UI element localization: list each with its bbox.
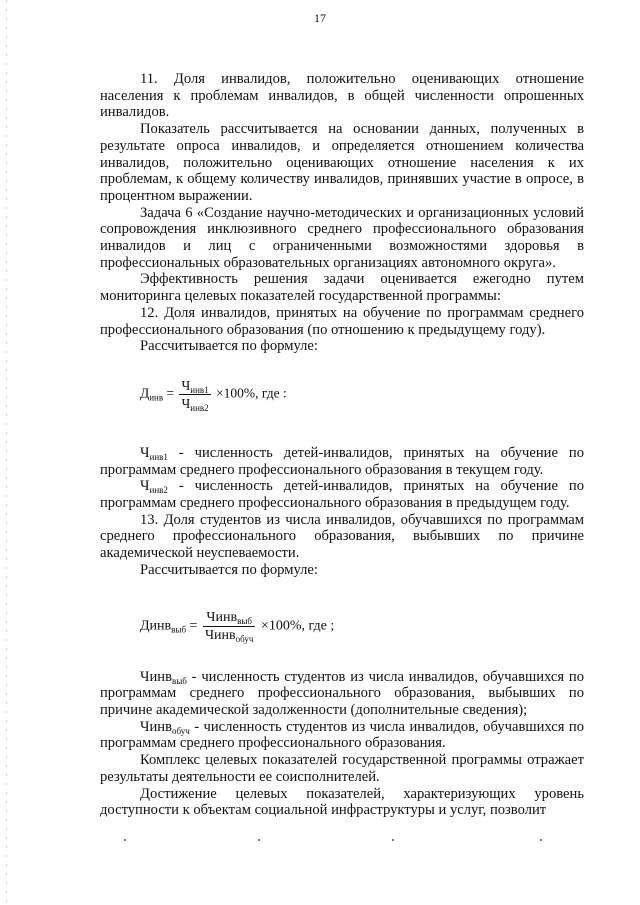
- definition-3-symbol: Чинв: [140, 668, 172, 685]
- definition-2-sub: инв2: [149, 485, 168, 496]
- definition-2: [100, 478, 584, 511]
- paragraph-formula-intro-2: Рассчитывается по формуле:: [140, 561, 318, 578]
- formula-1-denominator-sub: инв2: [190, 402, 209, 413]
- paragraph-efficiency: Эффективность решения задачи оценивается ежегодно путем мониторинга целевых показателей государственной программы:: [100, 271, 584, 305]
- definition-3: [100, 669, 584, 719]
- scan-speck: [124, 839, 126, 841]
- formula-1-lhs-sub: инв: [149, 392, 164, 403]
- formula-2-lhs-sub: выб: [171, 624, 187, 635]
- formula-1-denominator: Ч: [181, 395, 191, 411]
- definition-1: [100, 445, 584, 478]
- definition-2-symbol: Ч: [140, 478, 150, 495]
- definition-4-text: - численность студентов из числа инвалидов, обучавшихся по программам среднего профессионального образования.: [100, 718, 584, 752]
- definition-1-sub: инв1: [149, 451, 168, 462]
- formula-1-numerator-sub: инв1: [190, 384, 209, 395]
- paragraph-complex: Комплекс целевых показателей государственной программы отражает результаты деятельности ее соисполнителей.: [100, 752, 584, 785]
- formula-2-denominator-sub: обуч: [235, 633, 254, 644]
- formula-2-tail: ×100%, где ;: [260, 618, 335, 634]
- paragraph-task-6: Задача 6 «Создание научно-методических и организационных условий сопровождения инклюзивного среднего профессионального образования инвалидов и лиц с ограниченными возможностями здоровья в профессиональных образовательных организациях автономного округа».: [100, 204, 584, 271]
- formula-1-lhs: Д: [140, 385, 150, 401]
- paragraph-item-12: 12. Доля инвалидов, принятых на обучение по программам среднего профессионального образования (по отношению к предыдущему году).: [100, 304, 584, 338]
- paragraph-item-11: 11. Доля инвалидов, положительно оценивающих отношение населения к проблемам инвалидов, в общей численности опрошенных инвалидов.: [100, 71, 584, 121]
- formula-1-tail: ×100%, где :: [216, 385, 287, 401]
- formula-2-denominator: Чинв: [204, 627, 236, 643]
- scan-speck: [540, 839, 542, 841]
- paragraph-item-13: 13. Доля студентов из числа инвалидов, обучавшихся по программам среднего профессионального образования, выбывших по причине академической неуспеваемости.: [100, 511, 584, 562]
- document-body: [100, 71, 584, 819]
- definition-4-sub: обуч: [172, 725, 190, 736]
- formula-2-numerator-sub: выб: [237, 615, 252, 626]
- scan-speck: [392, 839, 394, 841]
- paragraph-achievement: Достижение целевых показателей, характеризующих уровень доступности к объектам социальной инфраструктуры и услуг, позволит: [100, 785, 584, 819]
- scan-speck: [258, 839, 260, 841]
- formula-2-fraction: [203, 609, 255, 644]
- page-number: 17: [314, 11, 326, 25]
- definition-1-symbol: Ч: [140, 444, 150, 461]
- definition-3-sub: выб: [172, 675, 187, 686]
- formula-1: $Д_{инв}$ = $\frac{Ч_{инв1}}{Ч_{инв2}}$ ×100%, где :: [140, 377, 287, 413]
- scan-edge-line: [6, 0, 7, 905]
- formula-1-numerator: Ч: [181, 377, 191, 393]
- formula-1-fraction: [179, 377, 210, 412]
- formula-2-lhs: Динв: [140, 618, 172, 634]
- definition-2-text: - численность детей-инвалидов, принятых на обучение по программам среднего профессионального образования в предыдущем году.: [100, 478, 584, 512]
- definition-1-text: - численность детей-инвалидов, принятых на обучение по программам среднего профессионального образования в текущем году.: [100, 444, 584, 478]
- formula-2-numerator: Чинв: [206, 609, 238, 625]
- paragraph-method: Показатель рассчитывается на основании данных, полученных в результате опроса инвалидов, и определяется отношением количества инвалидов, положительно оценивающих отношение населения к их проблемам, к общему количеству инвалидов, принявших участие в опросе, в процентном выражении.: [100, 121, 584, 204]
- formula-2: Динв$_{выб}$ = $\frac{Чинв_{выб}}{Чинв_{обуч}}$ ×100%, где ;: [140, 609, 335, 644]
- definition-4-symbol: Чинв: [140, 718, 172, 735]
- definition-3-text: - численность студентов из числа инвалидов, обучавшихся по программам среднего профессионального образования, выбывших по причине академической задолженности (дополнительные сведения);: [100, 668, 584, 718]
- definition-4: [100, 719, 584, 752]
- paragraph-formula-intro-1: Рассчитывается по формуле:: [140, 338, 318, 355]
